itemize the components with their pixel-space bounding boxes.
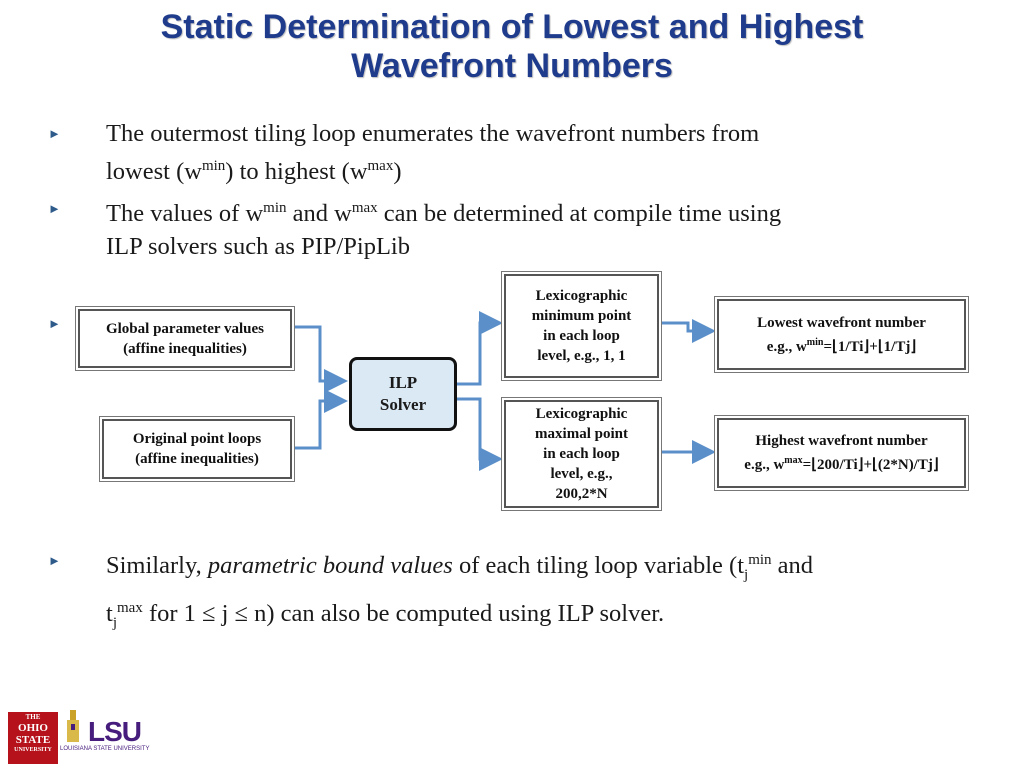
- bullet-icon: ►: [48, 126, 61, 141]
- bullet-icon: ►: [48, 553, 61, 568]
- bullet-text-1: The outermost tiling loop enumerates the wavefront numbers from lowest $(w^{min})$ to highest $(w^{max})$: [106, 120, 760, 186]
- original-loops-box: Original point loops (affine inequalities): [102, 419, 292, 479]
- highest-wavefront-box: Highest wavefront number e.g., $w^{max}=⌊200/Ti⌋+⌊(2*N)/Tj⌋$: [717, 418, 966, 488]
- lexmax-box: Lexicographic maximal point in each loop level, e.g., 200,2*N: [504, 400, 659, 508]
- ilp-solver-box: ILP Solver: [349, 357, 457, 431]
- bullet-text-2: The values of $w^{min}$ and $w^{max}$ can be determined at compile time using ILP solvers such as PIP/PipLib: [106, 200, 782, 261]
- title-line-1: Static Determination of Lowest and Highest: [160, 8, 864, 46]
- bullet-text-4: Similarly, parametric bound values of each tiling loop variable ($t_j^{min}$ and $t_j^{max}$ for 1 ≤ j ≤ n) can also be computed using ILP solver.: [106, 552, 814, 632]
- title-line-2: Wavefront Numbers: [351, 47, 673, 85]
- lsu-logo: LSU: [88, 716, 141, 747]
- lexmin-box: Lexicographic minimum point in each loop level, e.g., 1, 1: [504, 274, 659, 378]
- lsu-logo-subtitle: LOUISIANA STATE UNIVERSITY: [60, 746, 150, 752]
- lowest-wavefront-box: Lowest wavefront number e.g., $w^{min}=⌊1/Ti⌋+⌊1/Tj⌋$: [717, 299, 966, 370]
- bullet-icon: ►: [48, 201, 61, 216]
- global-parameter-box: Global parameter values (affine inequalities): [78, 309, 292, 368]
- tower-icon: [62, 708, 84, 744]
- ohio-state-logo: THE OHIO STATE UNIVERSITY: [8, 712, 58, 764]
- bullet-icon: ►: [48, 316, 61, 331]
